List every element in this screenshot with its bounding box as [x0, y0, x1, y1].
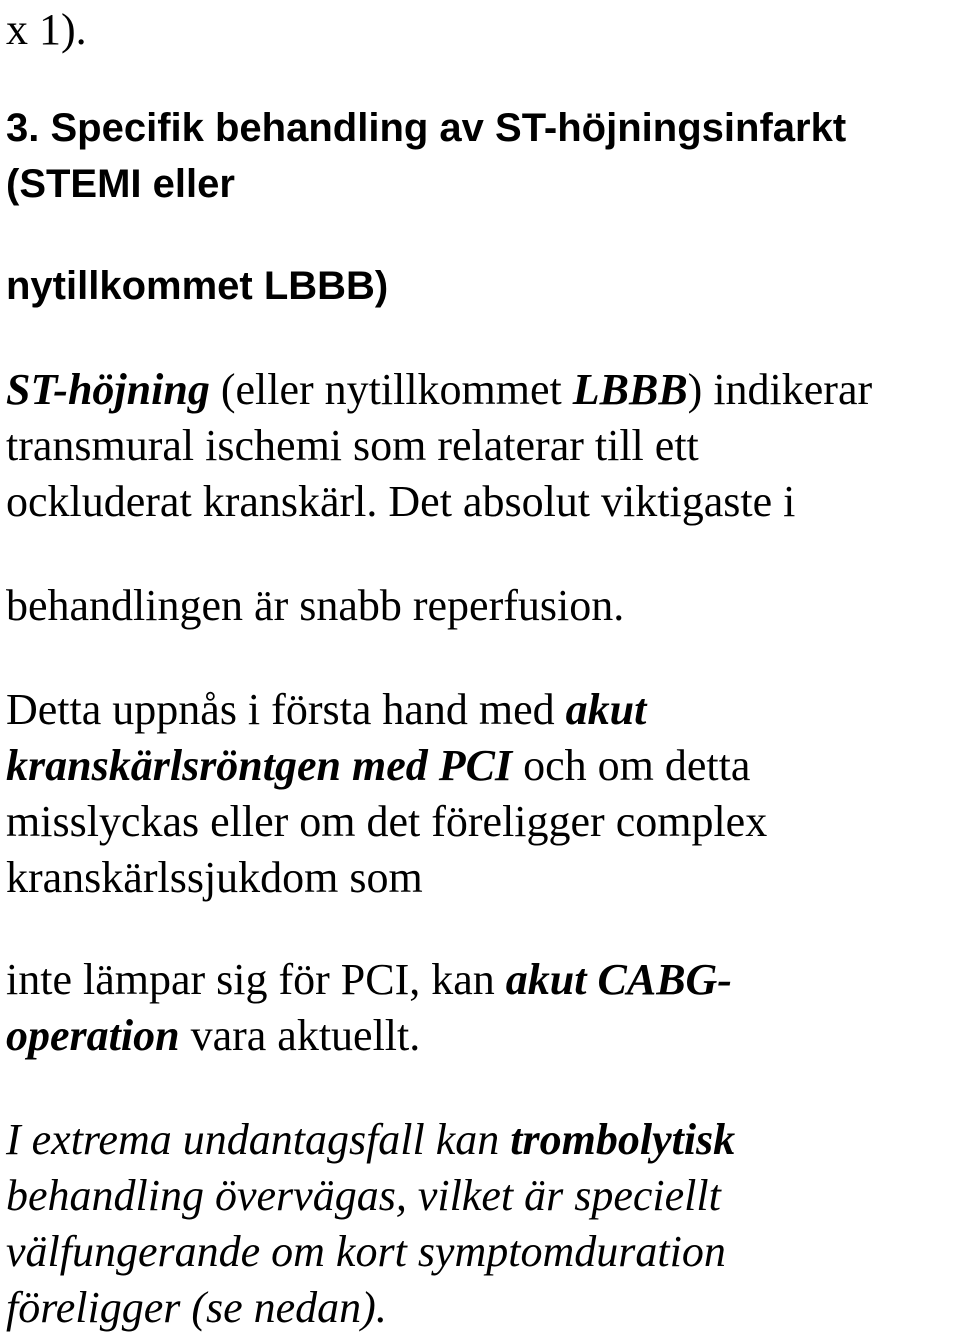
paragraph-1-line-1 — [6, 365, 873, 414]
paragraph-1-line-4: behandlingen är snabb reperfusion. — [6, 581, 625, 630]
heading-line-2: (STEMI eller — [6, 162, 235, 206]
text-run: vara aktuellt. — [179, 1011, 421, 1060]
emphasis-kranskarlsrontgen-pci: kranskärlsröntgen med PCI — [6, 741, 513, 790]
paragraph-3-line-2: behandling övervägas, vilket är speciellt — [6, 1171, 721, 1220]
paragraph-1-line-2: transmural ischemi som relaterar till ett — [6, 421, 699, 470]
text-run: I extrema undantagsfall kan — [6, 1115, 511, 1164]
emphasis-st-hojning: ST-höjning — [6, 365, 210, 414]
heading-line-3: nytillkommet LBBB) — [6, 264, 389, 308]
text-run: och om detta — [512, 741, 751, 790]
paragraph-3-line-4: föreligger (se nedan). — [6, 1283, 387, 1332]
paragraph-2-line-2 — [6, 741, 751, 790]
emphasis-operation: operation — [6, 1011, 180, 1060]
heading-line-1: 3. Specifik behandling av ST-höjningsinfarkt — [6, 106, 847, 150]
emphasis-akut: akut — [565, 685, 647, 734]
text-run: ) indikerar — [687, 365, 873, 414]
paragraph-2-line-5 — [6, 955, 732, 1004]
paragraph-3-line-1 — [6, 1115, 736, 1164]
emphasis-akut-cabg: akut CABG- — [505, 955, 732, 1004]
text-run: Detta uppnås i första hand med — [6, 685, 566, 734]
text-run: (eller nytillkommet — [209, 365, 573, 414]
emphasis-lbbb: LBBB — [572, 365, 688, 414]
paragraph-2-line-6 — [6, 1011, 421, 1060]
continued-text-fragment: x 1). — [6, 5, 87, 54]
paragraph-2-line-1 — [6, 685, 647, 734]
paragraph-2-line-3: misslyckas eller om det föreligger complex — [6, 797, 768, 846]
paragraph-2-line-4: kranskärlssjukdom som — [6, 853, 423, 902]
text-run: inte lämpar sig för PCI, kan — [6, 955, 506, 1004]
paragraph-1-line-3: ockluderat kranskärl. Det absolut viktigaste i — [6, 477, 796, 526]
emphasis-trombolytisk: trombolytisk — [510, 1115, 736, 1164]
paragraph-3-line-3: välfungerande om kort symptomduration — [6, 1227, 726, 1276]
